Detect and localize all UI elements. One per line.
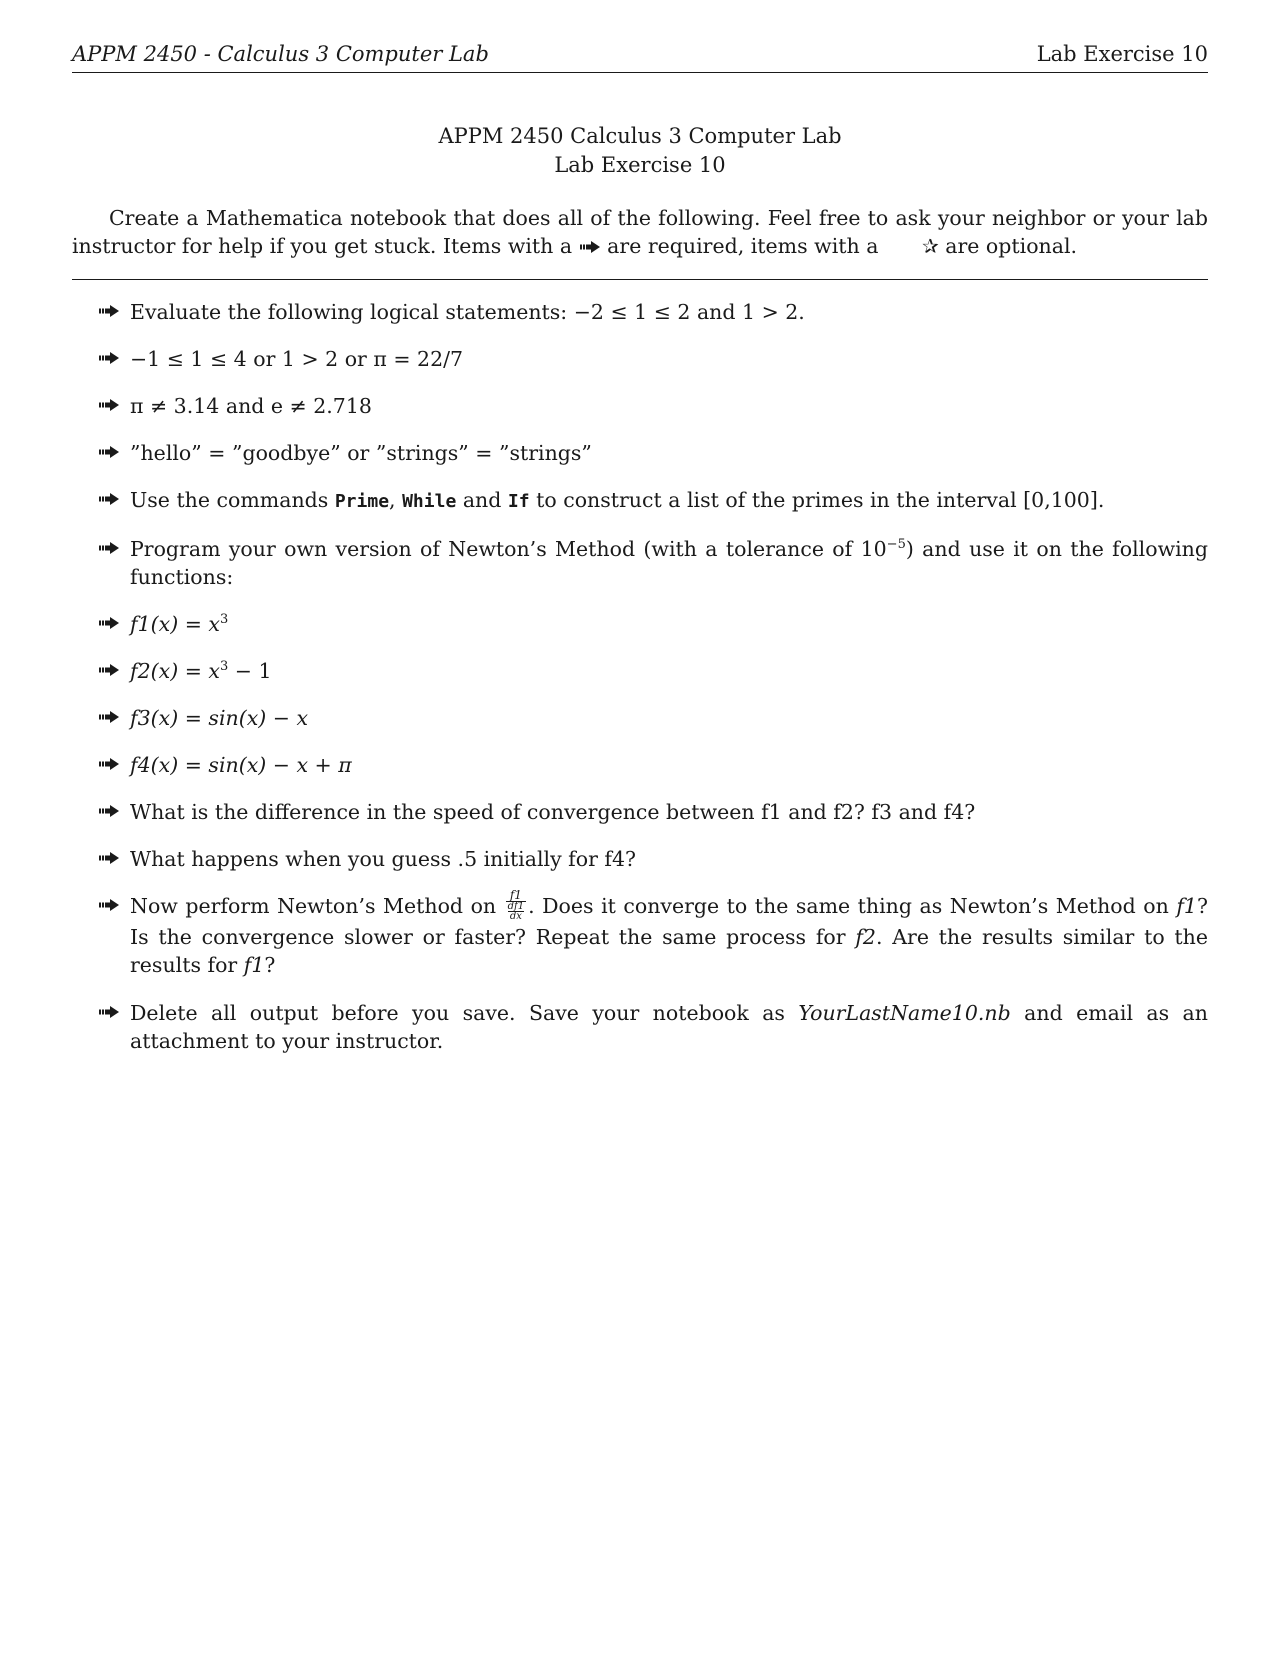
list-item <box>72 798 1208 826</box>
inner-numerator: df1 <box>507 901 525 912</box>
tolerance-exponent: −5 <box>886 537 906 553</box>
list-item <box>72 486 1208 516</box>
item-text: ) and use it on the following functions: <box>130 537 1208 589</box>
command-prime: Prime <box>334 491 390 512</box>
fraction-f1-over-df1dx <box>506 890 526 921</box>
item-separator: , <box>389 488 396 512</box>
right-arrow-icon <box>98 705 120 729</box>
function-lhs: f3(x) = <box>130 706 202 730</box>
function-lhs: f4(x) = <box>130 753 202 777</box>
right-arrow-icon <box>98 1000 120 1024</box>
function-exponent: 3 <box>219 612 229 628</box>
notebook-filename: YourLastName10.nb <box>798 1001 1011 1025</box>
star-icon: ✰ <box>921 234 939 258</box>
function-tail: − 1 <box>234 659 272 683</box>
function-rhs: x <box>208 659 220 683</box>
item-text: Now perform Newton’s Method on <box>130 894 497 918</box>
item-text: Program your own version of Newton’s Method (with a tolerance of 10 <box>130 537 887 561</box>
document-page <box>72 0 1208 1656</box>
fraction-numerator: f1 <box>509 888 522 902</box>
list-item <box>72 999 1208 1055</box>
right-arrow-icon <box>98 799 120 823</box>
command-while: While <box>402 491 457 512</box>
right-arrow-icon <box>98 440 120 464</box>
item-text: Delete all output before you save. Save your notebook as <box>130 1001 785 1025</box>
right-arrow-icon <box>98 658 120 682</box>
document-title <box>72 122 1208 180</box>
list-item <box>72 439 1208 467</box>
list-item <box>72 610 1208 638</box>
right-arrow-icon <box>98 846 120 870</box>
running-header <box>72 40 1208 73</box>
item-separator: and <box>462 488 502 512</box>
function-exponent: 3 <box>219 659 229 675</box>
list-item <box>72 704 1208 732</box>
right-arrow-icon <box>98 536 120 560</box>
item-text: ? <box>264 953 276 977</box>
list-item <box>72 345 1208 373</box>
item-text: π ≠ 3.14 and e ≠ 2.718 <box>130 394 372 418</box>
list-item <box>72 298 1208 326</box>
item-text: . Does it converge to the same thing as Newton’s Method on <box>528 894 1169 918</box>
right-arrow-icon <box>579 240 601 254</box>
function-lhs: f2(x) = <box>130 659 202 683</box>
list-item <box>72 657 1208 685</box>
right-arrow-icon <box>98 346 120 370</box>
math-f1: f1 <box>1176 894 1197 918</box>
right-arrow-icon <box>98 893 120 917</box>
list-item <box>72 535 1208 591</box>
command-if: If <box>507 491 530 512</box>
list-item <box>72 392 1208 420</box>
intro-text-2: are required, items with a <box>607 234 879 258</box>
function-rhs: sin(x) − x <box>208 706 309 730</box>
list-item <box>72 845 1208 873</box>
inner-fraction <box>508 902 524 921</box>
list-item <box>72 751 1208 779</box>
intro-paragraph <box>72 204 1208 260</box>
math-f2: f2 <box>855 925 876 949</box>
right-arrow-icon <box>98 752 120 776</box>
item-text: ? Is the convergence slower or faster? Repeat the same process for <box>130 894 1208 949</box>
math-f1: f1 <box>243 953 265 977</box>
item-text: and email as an attachment to your instructor. <box>130 1001 1208 1053</box>
right-arrow-icon <box>98 299 120 323</box>
function-rhs: sin(x) − x + π <box>208 753 352 777</box>
item-text: Use the commands <box>130 488 329 512</box>
header-exercise-label: Lab Exercise 10 <box>1036 42 1208 66</box>
item-text: What is the difference in the speed of convergence between f1 and f2? f3 and f4? <box>130 800 976 824</box>
list-item <box>72 888 1208 979</box>
inner-denominator: dx <box>508 911 524 921</box>
item-text: . Are the results similar to the results for <box>130 925 1208 977</box>
function-rhs: x <box>208 612 220 636</box>
right-arrow-icon <box>98 487 120 511</box>
header-course-title: APPM 2450 - Calculus 3 Computer Lab <box>72 42 489 66</box>
title-line-course: APPM 2450 Calculus 3 Computer Lab <box>438 124 842 148</box>
title-line-exercise: Lab Exercise 10 <box>554 153 726 177</box>
item-text: What happens when you guess .5 initially for f4? <box>130 847 637 871</box>
function-lhs: f1(x) = <box>130 612 202 636</box>
item-text: Evaluate the following logical statements: −2 ≤ 1 ≤ 2 and 1 > 2. <box>130 300 805 324</box>
intro-text-1: Create a Mathematica notebook that does all of the following. Feel free to ask your neighbor or your lab instructor for help if you get stuck. Items with a <box>72 206 1208 258</box>
right-arrow-icon <box>98 611 120 635</box>
fraction-denominator <box>506 901 526 921</box>
section-divider <box>72 279 1208 280</box>
item-text: to construct a list of the primes in the interval [0,100]. <box>536 488 1105 512</box>
item-text: ”hello” = ”goodbye” or ”strings” = ”strings” <box>130 441 592 465</box>
exercise-list <box>72 298 1208 1055</box>
right-arrow-icon <box>98 393 120 417</box>
intro-text-3: are optional. <box>945 234 1078 258</box>
item-text: −1 ≤ 1 ≤ 4 or 1 > 2 or π = 22/7 <box>130 347 464 371</box>
